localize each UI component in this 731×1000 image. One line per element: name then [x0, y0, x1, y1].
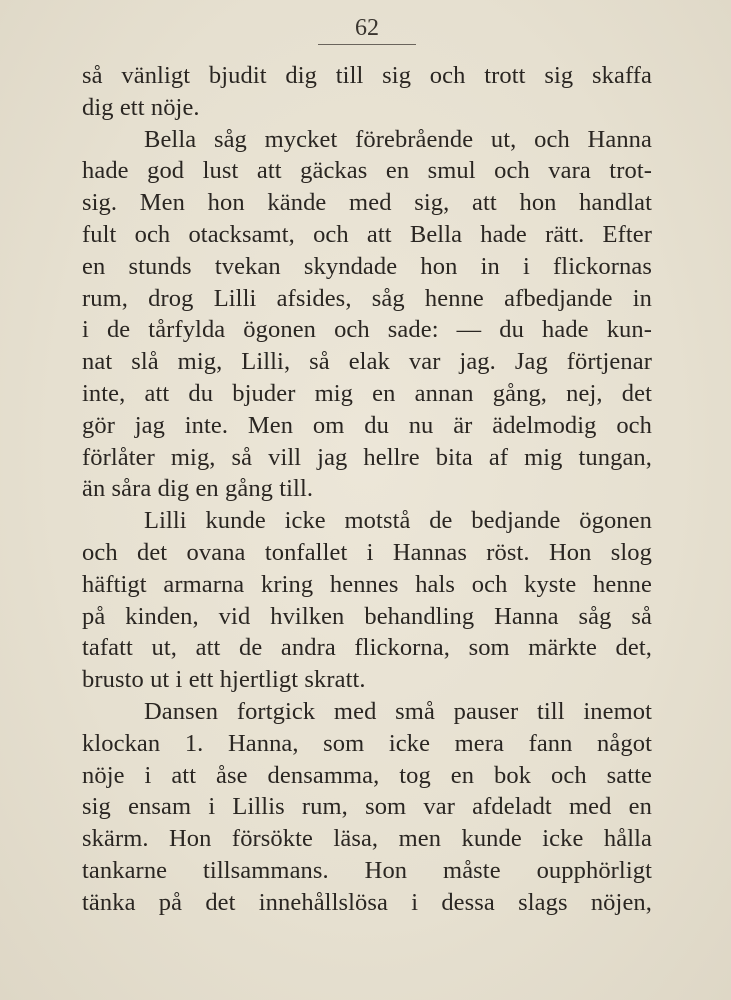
text-line: dig ett nöje. [82, 93, 200, 121]
body-text [82, 60, 652, 919]
text-line: inte, att du bjuder mig en annan gång, nej, det [82, 379, 652, 407]
text-line: än såra dig en gång till. [82, 475, 314, 503]
text-line: sig. Men hon kände med sig, att hon handlat [82, 189, 652, 217]
text-line: häftigt armarna kring hennes hals och kyste henne [82, 570, 652, 598]
header-rule [318, 44, 416, 45]
page-number: 62 [355, 15, 379, 41]
page-header [318, 14, 416, 42]
text-line: Lilli kunde icke motstå de bedjande ögonen [144, 507, 652, 535]
text-line: tankarne tillsammans. Hon måste oupphörligt [82, 856, 652, 884]
text-line: sig ensam i Lillis rum, som var afdeladt med en [82, 793, 652, 821]
text-line: tänka på det innehållslösa i dessa slags nöjen, [82, 888, 652, 916]
text-line: brusto ut i ett hjertligt skratt. [82, 666, 366, 694]
text-line: förlåter mig, så vill jag hellre bita af mig tungan, [82, 443, 652, 471]
text-line: fult och otacksamt, och att Bella hade rätt. Efter [82, 220, 652, 248]
text-line: nöje i att åse densamma, tog en bok och satte [82, 761, 652, 789]
text-line: Dansen fortgick med små pauser till inemot [144, 697, 652, 725]
text-line: gör jag inte. Men om du nu är ädelmodig och [82, 411, 652, 439]
text-line: klockan 1. Hanna, som icke mera fann något [82, 729, 652, 757]
text-line: i de tårfylda ögonen och sade: — du hade kun- [82, 316, 652, 344]
text-line: tafatt ut, att de andra flickorna, som märkte det, [82, 634, 652, 662]
text-line: Bella såg mycket förebrående ut, och Hanna [144, 125, 652, 153]
text-line: och det ovana tonfallet i Hannas röst. Hon slog [82, 538, 652, 566]
text-line: nat slå mig, Lilli, så elak var jag. Jag förtjenar [82, 348, 652, 376]
text-line: en stunds tvekan skyndade hon in i flickornas [82, 252, 652, 280]
text-line: rum, drog Lilli afsides, såg henne afbedjande in [82, 284, 652, 312]
text-line: skärm. Hon försökte läsa, men kunde icke hålla [82, 825, 652, 853]
text-line: hade god lust att gäckas en smul och vara trot- [82, 157, 652, 185]
text-line: på kinden, vid hvilken behandling Hanna såg så [82, 602, 652, 630]
text-line: så vänligt bjudit dig till sig och trott sig skaffa [82, 62, 652, 89]
